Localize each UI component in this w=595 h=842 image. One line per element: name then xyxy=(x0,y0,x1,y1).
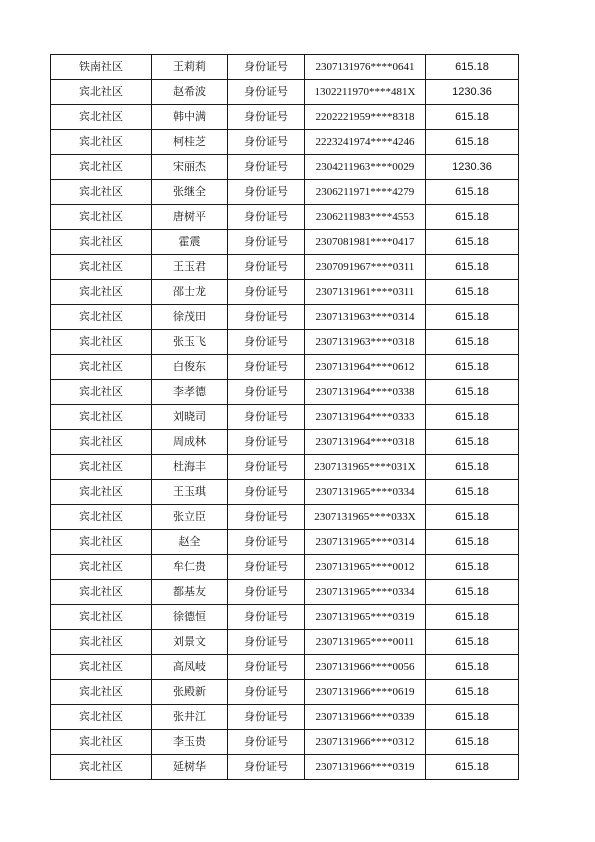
table-row xyxy=(51,680,519,705)
name-cell: 邵士龙 xyxy=(152,280,228,305)
id-number-cell: 2307131964****0338 xyxy=(305,380,426,405)
id-type-cell: 身份证号 xyxy=(228,180,305,205)
table-row xyxy=(51,430,519,455)
community-cell: 宾北社区 xyxy=(51,305,152,330)
community-cell: 宾北社区 xyxy=(51,605,152,630)
amount-cell: 615.18 xyxy=(426,255,519,280)
community-cell: 宾北社区 xyxy=(51,655,152,680)
table-row xyxy=(51,380,519,405)
community-cell: 宾北社区 xyxy=(51,755,152,780)
table-row xyxy=(51,80,519,105)
id-type-cell: 身份证号 xyxy=(228,55,305,80)
amount-cell: 1230.36 xyxy=(426,155,519,180)
id-number-cell: 2307131966****0056 xyxy=(305,655,426,680)
name-cell: 赵希波 xyxy=(152,80,228,105)
name-cell: 王莉莉 xyxy=(152,55,228,80)
community-cell: 宾北社区 xyxy=(51,180,152,205)
id-type-cell: 身份证号 xyxy=(228,430,305,455)
id-number-cell: 2307091967****0311 xyxy=(305,255,426,280)
name-cell: 唐树平 xyxy=(152,205,228,230)
community-cell: 宾北社区 xyxy=(51,80,152,105)
table-row xyxy=(51,505,519,530)
id-type-cell: 身份证号 xyxy=(228,705,305,730)
id-number-cell: 2306211983****4553 xyxy=(305,205,426,230)
id-number-cell: 2307081981****0417 xyxy=(305,230,426,255)
id-type-cell: 身份证号 xyxy=(228,480,305,505)
table-row xyxy=(51,605,519,630)
amount-cell: 615.18 xyxy=(426,205,519,230)
name-cell: 李玉贵 xyxy=(152,730,228,755)
community-cell: 宾北社区 xyxy=(51,480,152,505)
table-row xyxy=(51,230,519,255)
table-row xyxy=(51,280,519,305)
name-cell: 周成林 xyxy=(152,430,228,455)
id-type-cell: 身份证号 xyxy=(228,205,305,230)
name-cell: 张井江 xyxy=(152,705,228,730)
amount-cell: 615.18 xyxy=(426,355,519,380)
name-cell: 刘晓司 xyxy=(152,405,228,430)
id-number-cell: 2307131961****0311 xyxy=(305,280,426,305)
id-type-cell: 身份证号 xyxy=(228,730,305,755)
amount-cell: 615.18 xyxy=(426,730,519,755)
community-cell: 宾北社区 xyxy=(51,330,152,355)
name-cell: 白俊东 xyxy=(152,355,228,380)
name-cell: 赵全 xyxy=(152,530,228,555)
id-number-cell: 2307131964****0318 xyxy=(305,430,426,455)
table-row xyxy=(51,55,519,80)
amount-cell: 615.18 xyxy=(426,180,519,205)
name-cell: 宋丽杰 xyxy=(152,155,228,180)
name-cell: 高凤岐 xyxy=(152,655,228,680)
community-cell: 宾北社区 xyxy=(51,130,152,155)
community-cell: 宾北社区 xyxy=(51,380,152,405)
amount-cell: 615.18 xyxy=(426,605,519,630)
table-row xyxy=(51,555,519,580)
id-number-cell: 2307131965****0319 xyxy=(305,605,426,630)
amount-cell: 615.18 xyxy=(426,480,519,505)
community-cell: 宾北社区 xyxy=(51,355,152,380)
amount-cell: 615.18 xyxy=(426,230,519,255)
id-type-cell: 身份证号 xyxy=(228,105,305,130)
name-cell: 李孝德 xyxy=(152,380,228,405)
name-cell: 延树华 xyxy=(152,755,228,780)
name-cell: 霍震 xyxy=(152,230,228,255)
id-number-cell: 2307131966****0339 xyxy=(305,705,426,730)
table-row xyxy=(51,255,519,280)
name-cell: 杜海丰 xyxy=(152,455,228,480)
table-row xyxy=(51,155,519,180)
community-cell: 宾北社区 xyxy=(51,580,152,605)
id-number-cell: 2307131965****0012 xyxy=(305,555,426,580)
community-cell: 铁南社区 xyxy=(51,55,152,80)
amount-cell: 1230.36 xyxy=(426,80,519,105)
id-type-cell: 身份证号 xyxy=(228,530,305,555)
table-row xyxy=(51,355,519,380)
id-number-cell: 2202221959****8318 xyxy=(305,105,426,130)
table-row xyxy=(51,730,519,755)
table-row xyxy=(51,330,519,355)
name-cell: 王玉君 xyxy=(152,255,228,280)
amount-cell: 615.18 xyxy=(426,505,519,530)
community-cell: 宾北社区 xyxy=(51,430,152,455)
table-row xyxy=(51,480,519,505)
id-type-cell: 身份证号 xyxy=(228,80,305,105)
name-cell: 柯桂芝 xyxy=(152,130,228,155)
roster-body xyxy=(51,55,519,780)
amount-cell: 615.18 xyxy=(426,55,519,80)
name-cell: 韩中满 xyxy=(152,105,228,130)
table-row xyxy=(51,405,519,430)
id-type-cell: 身份证号 xyxy=(228,380,305,405)
table-row xyxy=(51,205,519,230)
table-row xyxy=(51,630,519,655)
name-cell: 张殿新 xyxy=(152,680,228,705)
id-number-cell: 2307131966****0319 xyxy=(305,755,426,780)
id-number-cell: 2307131965****031X xyxy=(305,455,426,480)
id-type-cell: 身份证号 xyxy=(228,580,305,605)
id-number-cell: 2307131963****0314 xyxy=(305,305,426,330)
id-number-cell: 2307131965****0334 xyxy=(305,480,426,505)
amount-cell: 615.18 xyxy=(426,680,519,705)
table-row xyxy=(51,455,519,480)
name-cell: 张立臣 xyxy=(152,505,228,530)
community-cell: 宾北社区 xyxy=(51,230,152,255)
id-number-cell: 2307131966****0619 xyxy=(305,680,426,705)
id-number-cell: 2307131965****0314 xyxy=(305,530,426,555)
amount-cell: 615.18 xyxy=(426,580,519,605)
community-cell: 宾北社区 xyxy=(51,705,152,730)
amount-cell: 615.18 xyxy=(426,405,519,430)
id-type-cell: 身份证号 xyxy=(228,405,305,430)
table-row xyxy=(51,180,519,205)
id-number-cell: 2307131976****0641 xyxy=(305,55,426,80)
id-number-cell: 2307131965****0011 xyxy=(305,630,426,655)
name-cell: 王玉琪 xyxy=(152,480,228,505)
community-cell: 宾北社区 xyxy=(51,730,152,755)
name-cell: 刘景文 xyxy=(152,630,228,655)
id-type-cell: 身份证号 xyxy=(228,155,305,180)
id-type-cell: 身份证号 xyxy=(228,280,305,305)
name-cell: 都基友 xyxy=(152,580,228,605)
amount-cell: 615.18 xyxy=(426,705,519,730)
amount-cell: 615.18 xyxy=(426,105,519,130)
id-type-cell: 身份证号 xyxy=(228,505,305,530)
table-row xyxy=(51,580,519,605)
amount-cell: 615.18 xyxy=(426,330,519,355)
id-number-cell: 2307131965****033X xyxy=(305,505,426,530)
id-type-cell: 身份证号 xyxy=(228,355,305,380)
community-cell: 宾北社区 xyxy=(51,630,152,655)
name-cell: 张继全 xyxy=(152,180,228,205)
id-number-cell: 2307131963****0318 xyxy=(305,330,426,355)
amount-cell: 615.18 xyxy=(426,130,519,155)
community-cell: 宾北社区 xyxy=(51,680,152,705)
id-type-cell: 身份证号 xyxy=(228,605,305,630)
community-cell: 宾北社区 xyxy=(51,555,152,580)
table-row xyxy=(51,305,519,330)
id-type-cell: 身份证号 xyxy=(228,330,305,355)
id-number-cell: 2306211971****4279 xyxy=(305,180,426,205)
id-type-cell: 身份证号 xyxy=(228,130,305,155)
community-cell: 宾北社区 xyxy=(51,105,152,130)
amount-cell: 615.18 xyxy=(426,455,519,480)
id-number-cell: 1302211970****481X xyxy=(305,80,426,105)
amount-cell: 615.18 xyxy=(426,430,519,455)
id-type-cell: 身份证号 xyxy=(228,230,305,255)
id-type-cell: 身份证号 xyxy=(228,455,305,480)
amount-cell: 615.18 xyxy=(426,380,519,405)
community-cell: 宾北社区 xyxy=(51,255,152,280)
table-row xyxy=(51,655,519,680)
name-cell: 牟仁贵 xyxy=(152,555,228,580)
community-cell: 宾北社区 xyxy=(51,505,152,530)
name-cell: 徐德恒 xyxy=(152,605,228,630)
community-cell: 宾北社区 xyxy=(51,455,152,480)
id-type-cell: 身份证号 xyxy=(228,305,305,330)
community-cell: 宾北社区 xyxy=(51,530,152,555)
table-row xyxy=(51,755,519,780)
community-cell: 宾北社区 xyxy=(51,205,152,230)
id-number-cell: 2307131964****0612 xyxy=(305,355,426,380)
name-cell: 张玉飞 xyxy=(152,330,228,355)
community-cell: 宾北社区 xyxy=(51,155,152,180)
id-type-cell: 身份证号 xyxy=(228,255,305,280)
amount-cell: 615.18 xyxy=(426,555,519,580)
id-type-cell: 身份证号 xyxy=(228,755,305,780)
id-type-cell: 身份证号 xyxy=(228,630,305,655)
table-row xyxy=(51,105,519,130)
amount-cell: 615.18 xyxy=(426,280,519,305)
table-row xyxy=(51,705,519,730)
amount-cell: 615.18 xyxy=(426,655,519,680)
id-type-cell: 身份证号 xyxy=(228,680,305,705)
amount-cell: 615.18 xyxy=(426,305,519,330)
roster-table xyxy=(50,54,519,780)
name-cell: 徐茂田 xyxy=(152,305,228,330)
id-number-cell: 2307131964****0333 xyxy=(305,405,426,430)
community-cell: 宾北社区 xyxy=(51,405,152,430)
community-cell: 宾北社区 xyxy=(51,280,152,305)
id-number-cell: 2223241974****4246 xyxy=(305,130,426,155)
amount-cell: 615.18 xyxy=(426,755,519,780)
table-row xyxy=(51,530,519,555)
id-number-cell: 2307131966****0312 xyxy=(305,730,426,755)
id-number-cell: 2307131965****0334 xyxy=(305,580,426,605)
table-row xyxy=(51,130,519,155)
id-number-cell: 2304211963****0029 xyxy=(305,155,426,180)
amount-cell: 615.18 xyxy=(426,530,519,555)
id-type-cell: 身份证号 xyxy=(228,655,305,680)
id-type-cell: 身份证号 xyxy=(228,555,305,580)
amount-cell: 615.18 xyxy=(426,630,519,655)
